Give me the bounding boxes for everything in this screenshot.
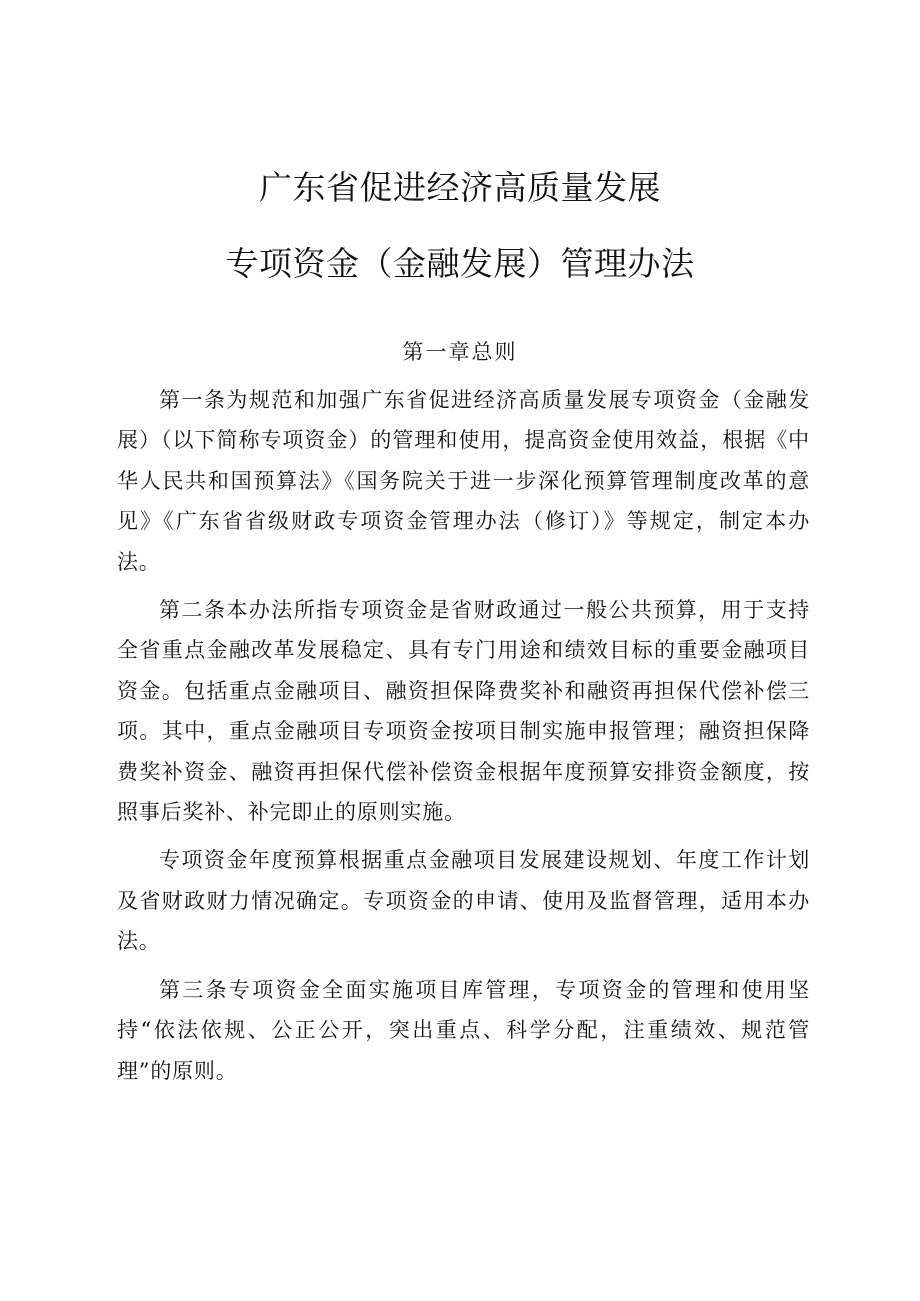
- paragraph-article-3: 第三条专项资金全面实施项目库管理，专项资金的管理和使用坚持“依法依规、公正公开，突出重点、科学分配，注重绩效、规范管理”的原则。: [117, 977, 810, 1083]
- paragraph-article-1: 第一条为规范和加强广东省促进经济高质量发展专项资金（金融发展）（以下简称专项资金）的管理和使用，提高资金使用效益，根据《中华人民共和国预算法》《国务院关于进一步深化预算管理制度改革的意见》《广东省省级财政专项资金管理办法（修订）》等规定，制定本办法。: [117, 388, 810, 574]
- document-body: [117, 380, 810, 1099]
- document-title-line-1: 广东省促进经济高质量发展: [259, 168, 661, 207]
- paragraph-article-2-continued: 专项资金年度预算根据重点金融项目发展建设规划、年度工作计划及省财政财力情况确定。专项资金的申请、使用及监督管理，适用本办法。: [117, 848, 810, 954]
- document-title-line-2: 专项资金（金融发展）管理办法: [225, 244, 695, 283]
- paragraph-article-2: 第二条本办法所指专项资金是省财政通过一般公共预算，用于支持全省重点金融改革发展稳定、具有专门用途和绩效目标的重要金融项目资金。包括重点金融项目、融资担保降费奖补和融资再担保代偿补偿三项。其中，重点金融项目专项资金按项目制实施申报管理；融资担保降费奖补资金、融资再担保代偿补偿资金根据年度预算安排资金额度，按照事后奖补、补完即止的原则实施。: [117, 598, 810, 825]
- chapter-heading: 第一章总则: [402, 340, 518, 364]
